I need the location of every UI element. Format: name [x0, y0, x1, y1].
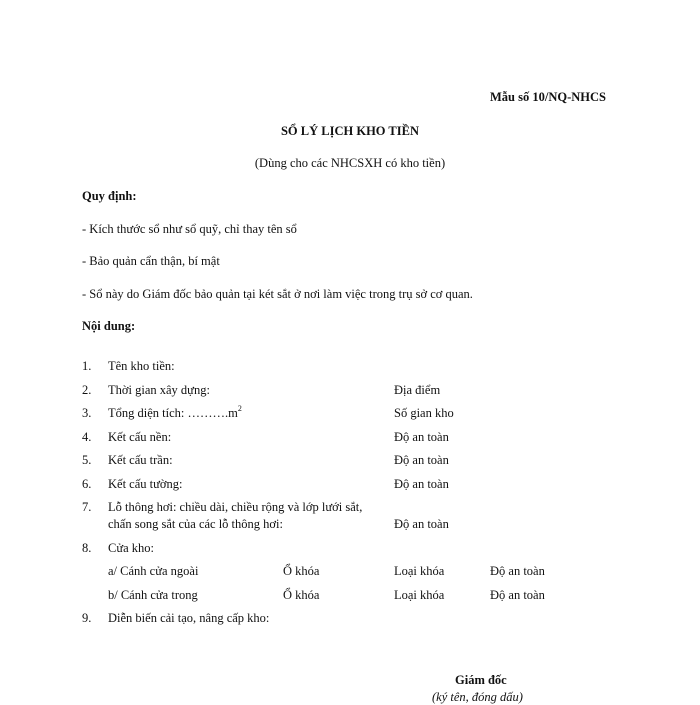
signature-note: (ký tên, đóng dấu): [432, 690, 523, 704]
door-label: b/ Cánh cửa trong: [108, 588, 198, 602]
item-number: 4.: [82, 430, 92, 444]
item-right-label: Độ an toàn: [394, 430, 449, 444]
item-label: [108, 406, 242, 421]
item-number: 6.: [82, 477, 92, 491]
item-right-label: Số gian kho: [394, 406, 454, 420]
door-lock-type: Loại khóa: [394, 564, 445, 578]
rule-item: - Kích thước sổ như sổ quỹ, chỉ thay tên sổ: [82, 222, 297, 236]
item-label: Kết cấu nền:: [108, 430, 172, 444]
content-heading: Nội dung:: [82, 319, 136, 333]
item-label: Tên kho tiền:: [108, 359, 175, 373]
document-title: SỔ LÝ LỊCH KHO TIỀN: [280, 124, 419, 138]
item-number: 8.: [82, 541, 92, 555]
door-lock: Ổ khóa: [283, 588, 320, 602]
area-label: Tổng diện tích: ……….m: [108, 406, 238, 420]
item-label: Lỗ thông hơi: chiều dài, chiều rộng và lớp lưới sắt,: [108, 500, 363, 514]
item-number: 1.: [82, 359, 92, 373]
rule-item: - Sổ này do Giám đốc bảo quản tại két sắt ở nơi làm việc trong trụ sở cơ quan.: [82, 287, 473, 301]
door-lock-type: Loại khóa: [394, 588, 445, 602]
item-number: 5.: [82, 453, 92, 467]
item-right-label: Độ an toàn: [394, 517, 449, 531]
item-number: 2.: [82, 383, 92, 397]
rule-item: - Bảo quản cẩn thận, bí mật: [82, 254, 220, 268]
rules-heading: Quy định:: [82, 189, 137, 203]
form-code: Mẫu số 10/NQ-NHCS: [490, 90, 606, 104]
signature-title: Giám đốc: [455, 673, 507, 687]
item-label-continued: chấn song sắt của các lỗ thông hơi:: [108, 517, 283, 531]
item-right-label: Địa điểm: [394, 383, 441, 397]
item-right-label: Độ an toàn: [394, 477, 449, 491]
item-label: Thời gian xây dựng:: [108, 383, 210, 397]
item-label: Kết cấu tường:: [108, 477, 183, 491]
item-label: Cửa kho:: [108, 541, 155, 555]
item-label: Diễn biến cải tạo, nâng cấp kho:: [108, 611, 270, 625]
item-number: 3.: [82, 406, 92, 420]
item-number: 7.: [82, 500, 92, 514]
document-subtitle: (Dùng cho các NHCSXH có kho tiền): [254, 156, 446, 170]
door-safety: Độ an toàn: [490, 588, 545, 602]
door-label: a/ Cánh cửa ngoài: [108, 564, 199, 578]
area-unit-superscript: 2: [237, 404, 242, 413]
item-label: Kết cấu trần:: [108, 453, 173, 467]
door-lock: Ổ khóa: [283, 564, 320, 578]
item-number: 9.: [82, 611, 92, 625]
item-right-label: Độ an toàn: [394, 453, 449, 467]
door-safety: Độ an toàn: [490, 564, 545, 578]
